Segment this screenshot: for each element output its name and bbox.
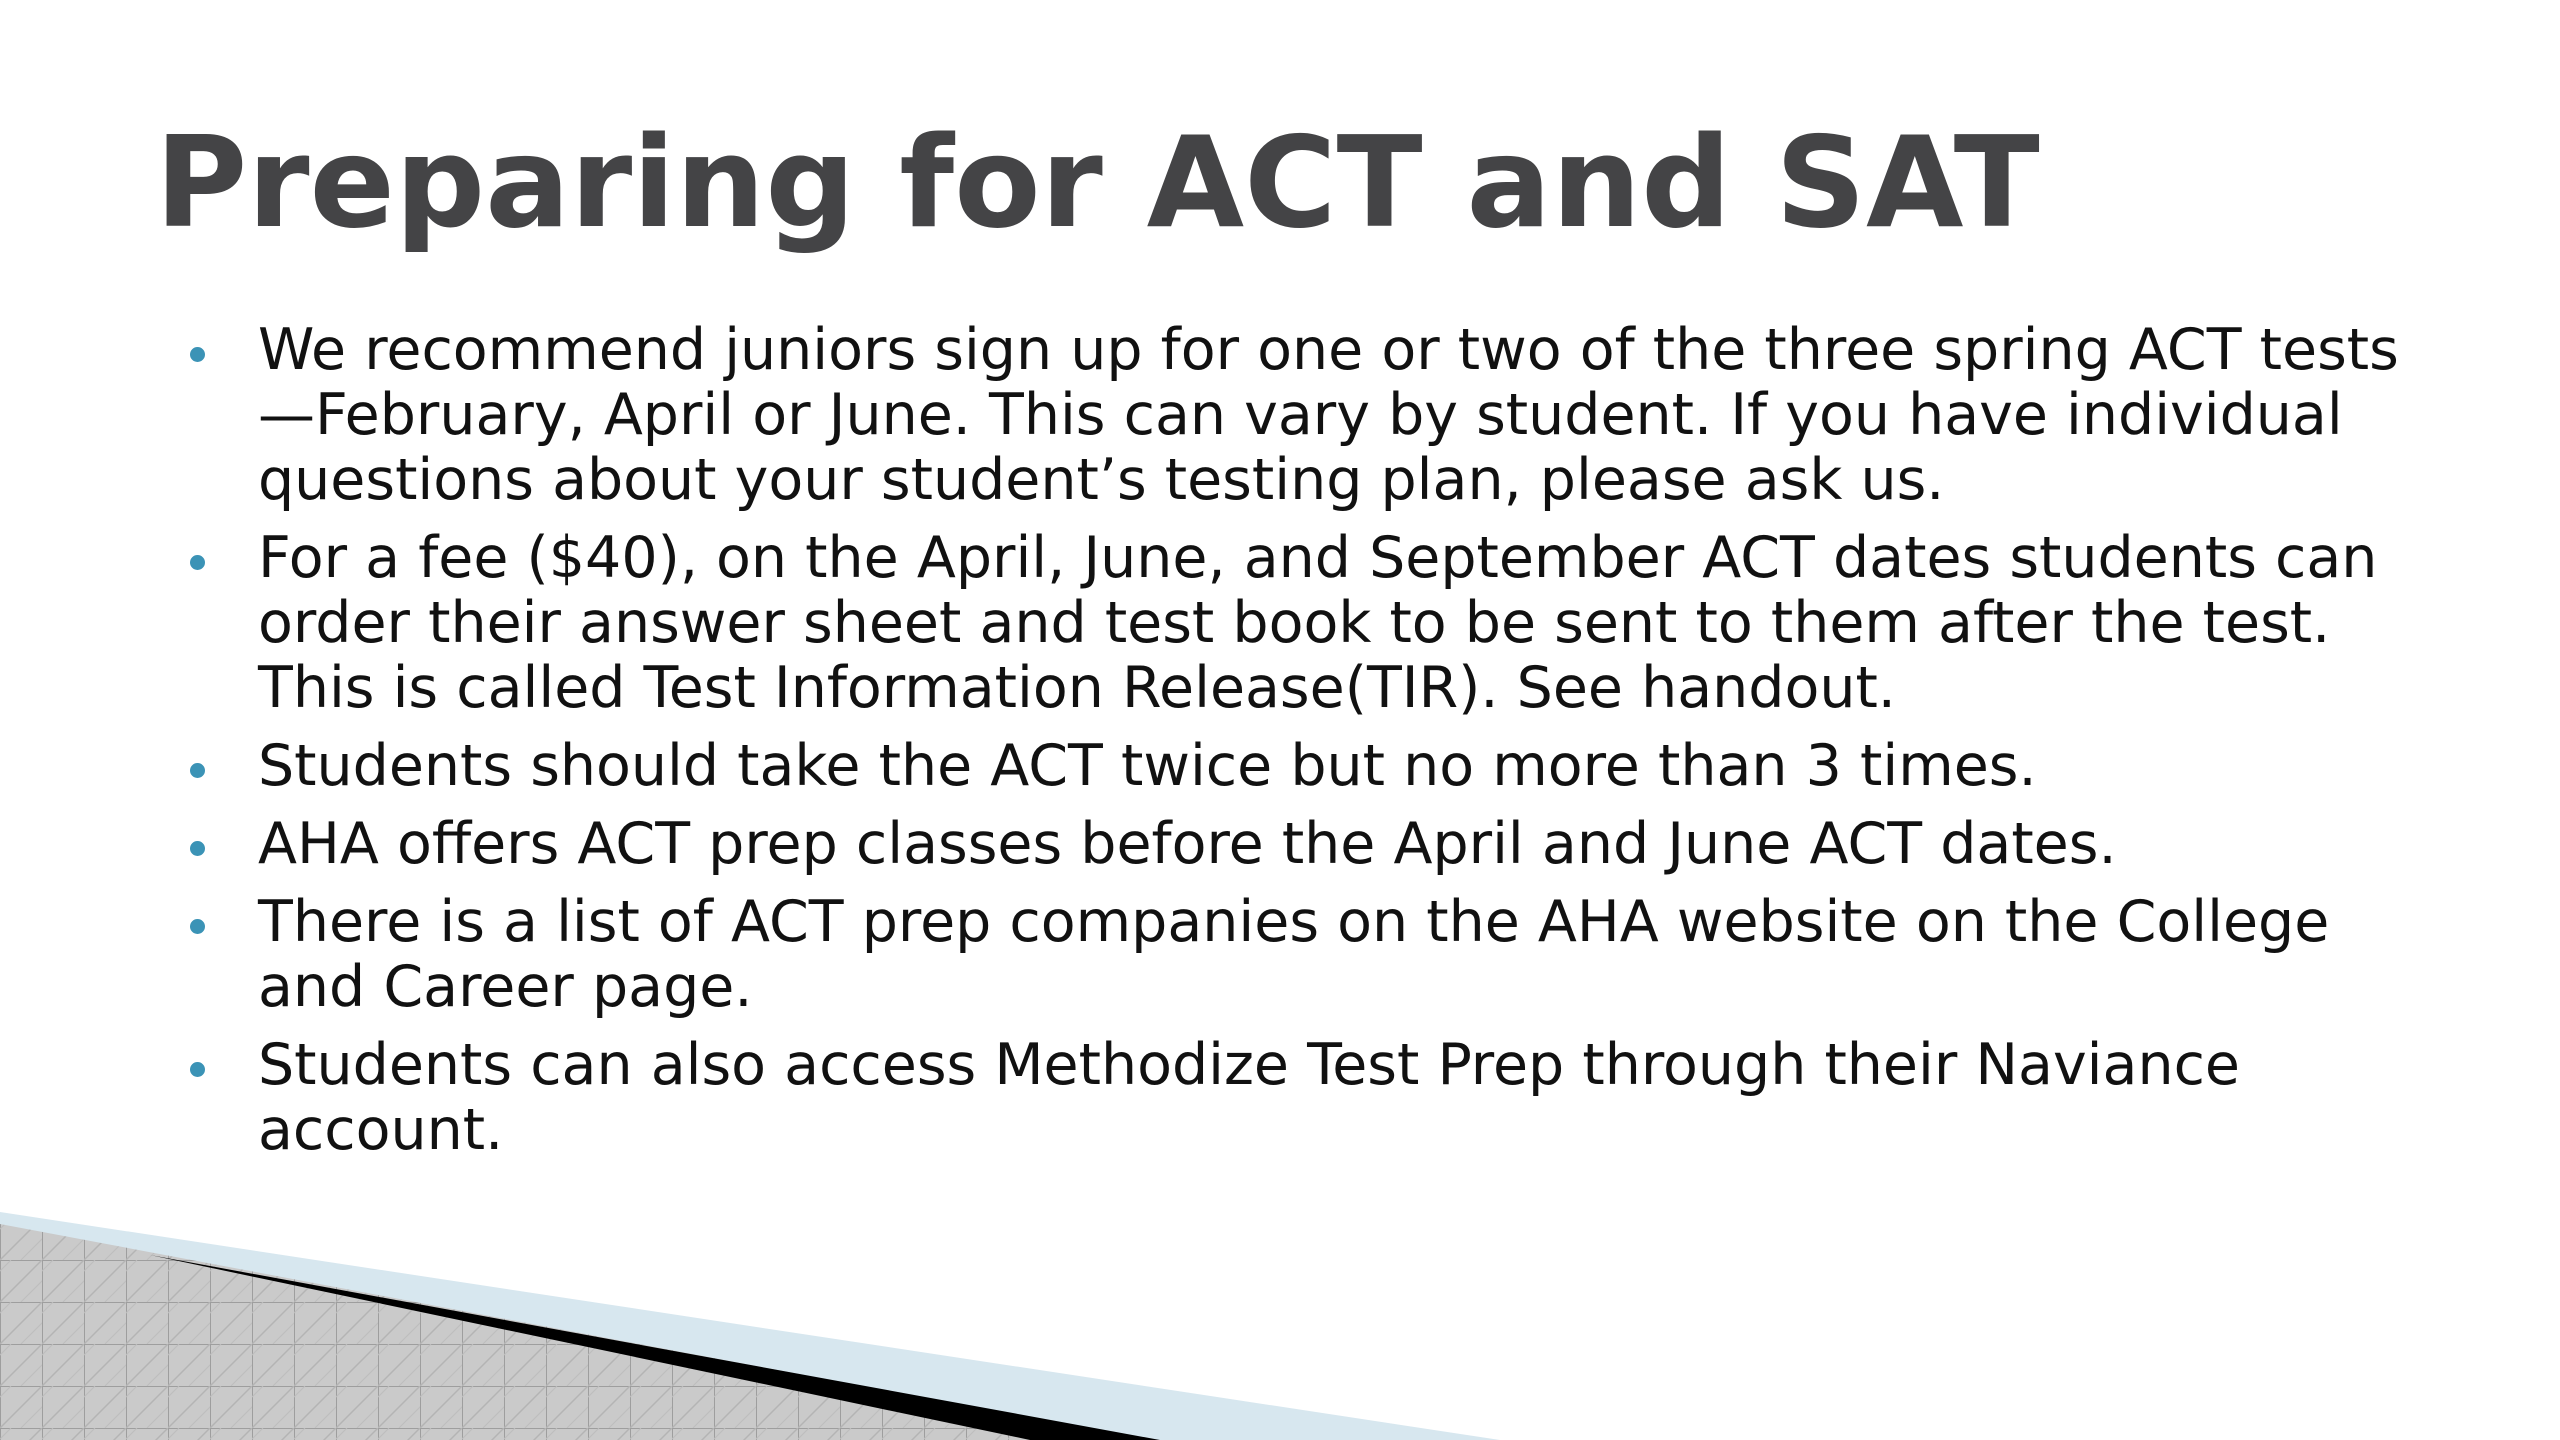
- bullet-dot-icon: [190, 841, 205, 856]
- bullet-dot-icon: [190, 555, 205, 570]
- bullet-item-act-recommendation: [180, 318, 2450, 513]
- bullet-text: Students can also access Methodize Test Prep through their Naviance account.: [258, 1032, 2240, 1163]
- bullet-item-tir-fee: [180, 526, 2450, 721]
- bullet-item-act-attempts: [180, 734, 2450, 799]
- slide-title: Preparing for ACT and SAT: [155, 109, 2040, 256]
- bullet-list: [180, 318, 2450, 1176]
- bullet-item-prep-companies: [180, 890, 2450, 1020]
- bullet-item-methodize: [180, 1033, 2450, 1163]
- bullet-item-prep-classes: [180, 812, 2450, 877]
- bullet-text: For a fee ($40), on the April, June, and September ACT dates students can order their answer sheet and test book to be sent to them after the test. This is called Test Information Release(TIR). See handout.: [258, 525, 2378, 721]
- bullet-dot-icon: [190, 763, 205, 778]
- bullet-dot-icon: [190, 919, 205, 934]
- bullet-dot-icon: [190, 347, 205, 362]
- bullet-text: AHA offers ACT prep classes before the April and June ACT dates.: [258, 811, 2117, 877]
- bullet-text: Students should take the ACT twice but no more than 3 times.: [258, 733, 2037, 799]
- bullet-text: There is a list of ACT prep companies on the AHA website on the College and Career page.: [258, 889, 2330, 1020]
- bullet-text: We recommend juniors sign up for one or two of the three spring ACT tests—February, April or June. This can vary by student. If you have individual questions about your student’s testing plan, please ask us.: [258, 317, 2399, 513]
- bullet-dot-icon: [190, 1062, 205, 1077]
